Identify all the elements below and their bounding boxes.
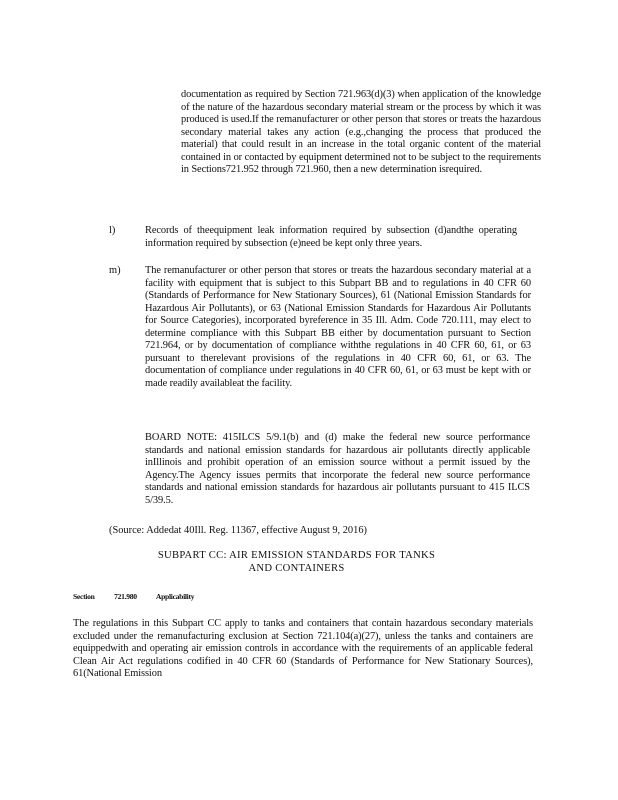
section-title: Applicability: [155, 592, 195, 601]
item-m-text: The remanufacturer or other person that stores or treats the hazardous secondary material at a facility with equipment that is subject to this Subpart BB and to regulations in 40 CFR 60 (Standards of Performance for New Stationary Sources), 61 (National Emission Standards for Hazardous Air Pollutants), or 63 (National Emission Standards for Hazardous Air Pollutants for Source Categories), incorporated byreference in 35 Ill. Adm. Code 720.111, may elect to determine compliance with this Subpart BB either by documentation pursuant to Section 721.964, or by documentation of compliance withthe regulations in 40 CFR 60, 61, or 63 pursuant to therelevant provisions of the regulations in 40 CFR 60, 61, or 63. The documentation of compliance under regulations in 40 CFR 60, 61, or 63 must be kept with or made readily availableat the facility.: [145, 265, 531, 389]
item-m-label: m): [109, 265, 121, 276]
section-label: Section: [73, 592, 95, 601]
subpart-heading: [108, 549, 485, 575]
section-number: 721.980: [114, 592, 137, 601]
source-note: (Source: Addedat 40Ill. Reg. 11367, effective August 9, 2016): [109, 525, 367, 536]
board-note: BOARD NOTE: 415ILCS 5/9.1(b) and (d) make the federal new source performance standards and national emission standards for hazardous air pollutants directly applicable inIllinois and prohibit operation of an emission source without a permit issued by the Agency.The Agency issues permits that incorporate the federal new source performance standards and national emission standards for hazardous air pollutants pursuant to 415 ILCS 5/39.5.: [145, 432, 530, 506]
subpart-heading-line1: SUBPART CC: AIR EMISSION STANDARDS FOR TANKS: [157, 550, 436, 561]
paragraph-determination: documentation as required by Section 721.963(d)(3) when application of the knowledge of the nature of the hazardous secondary material stream or the process by which it was produced is used.If the remanufacturer or other person that stores or treats the hazardous secondary material takes any action (e.g.,changing the process that produced the material) that could result in an increase in the total organic content of the material contained in or contacted by equipment determined not to be subject to the requirements in Sections721.952 through 721.960, then a new determination isrequired.: [181, 89, 541, 176]
item-l-text: Records of theequipment leak information required by subsection (d)andthe operating information required by subsection (e)need be kept only three years.: [145, 225, 517, 249]
section-heading: [73, 592, 212, 601]
item-l-label: l): [109, 225, 116, 236]
paragraph-applicability: The regulations in this Subpart CC apply to tanks and containers that contain hazardous secondary materials excluded under the remanufacturing exclusion at Section 721.104(a)(27), unless the tanks and containers are equippedwith and operating air emission controls in accordance with the requirements of an applicable federal Clean Air Act regulations codified in 40 CFR 60 (Standards of Performance for New Stationary Sources), 61(National Emission: [73, 618, 533, 680]
subpart-heading-line2: AND CONTAINERS: [248, 563, 345, 574]
